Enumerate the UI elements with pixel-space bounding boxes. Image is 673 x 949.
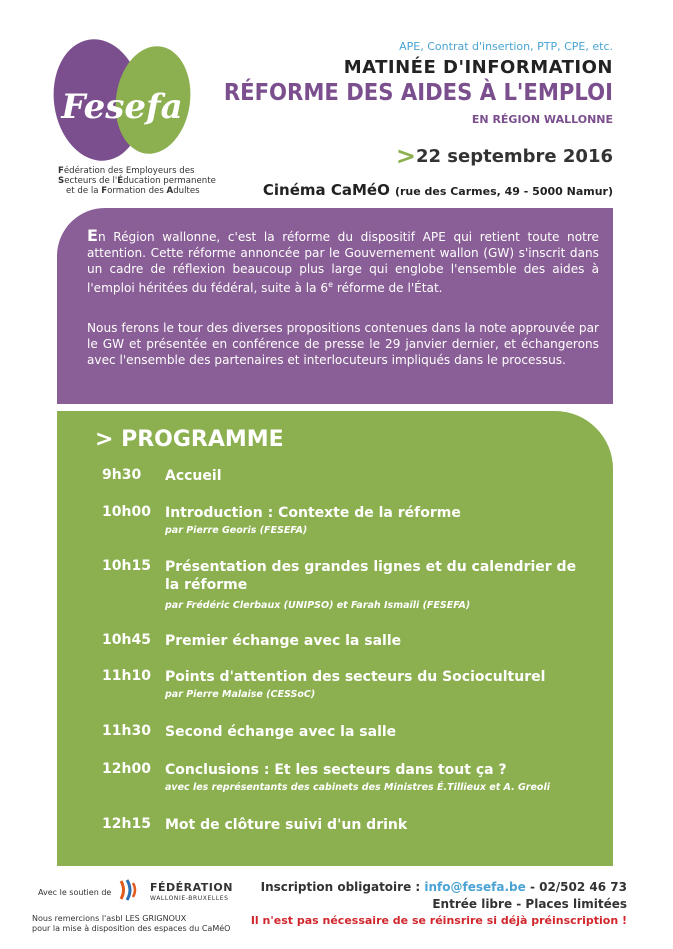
federation-wallonie-bruxelles-logo-icon [117,877,143,903]
thanks-line-2: pour la mise à disposition des espaces du CaMéO [32,924,231,933]
programme-speaker: par Frédéric Clerbaux (UNIPSO) et Farah Ismaïli (FESEFA) [165,600,471,611]
support-label: Avec le soutien de [38,888,112,897]
programme-speaker: par Pierre Georis (FESEFA) [165,525,308,536]
registration-notice: Il n'est pas nécessaire de se réinsrire si déjà préinscription ! [250,914,627,927]
programme-time: 11h10 [102,668,151,684]
programme-time: 10h00 [102,504,151,520]
programme-speaker: par Pierre Malaise (CESSoC) [165,689,316,700]
email-link[interactable]: info@fesefa.be [424,880,526,894]
programme-time: 9h30 [102,467,142,483]
programme-title: Introduction : Contexte de la réforme [165,505,461,521]
programme-title: Points d'attention des secteurs du Socioculturel [165,669,546,685]
inscription-label: Inscription obligatoire : [260,880,425,894]
chevron-right-icon: > [395,142,416,170]
programme-title: Second échange avec la salle [165,724,397,740]
programme-time: 11h30 [102,723,151,739]
intro-paragraph-2: Nous ferons le tour des diverses propositions contenues dans la note approuvée par le GW et présentée en conférence de presse le 29 janvier dernier, et échangerons avec l'ensemble des partenaires et interlocuteurs impliqués dans le processus. [87,321,599,367]
intro-box [57,208,613,404]
fesefa-logo [52,34,192,164]
programme-title: Conclusions : Et les secteurs dans tout ça ? [165,762,507,778]
programme-title: Mot de clôture suivi d'un drink [165,817,408,833]
venue-address: (rue des Carmes, 49 - 5000 Namur) [394,185,613,198]
federation-subtitle: WALLONIE-BRUXELLES [150,895,229,902]
intro-paragraph-1: En Région wallonne, c'est la réforme du dispositif APE qui retient toute notre attention. Cette réforme annoncée par le Gouvernement wallon (GW) s'inscrit dans un cadre de réflexion beaucoup plus large qui englobe l'ensemble des aides à l'emploi héritées du fédéral, suite à la 6e réforme de l'État. [87,226,599,296]
event-type: MATINÉE D'INFORMATION [343,57,613,78]
logo-wordmark: Fesefa [61,87,183,127]
programme-heading: > PROGRAMME [95,427,284,452]
programme-time: 12h00 [102,761,151,777]
event-date-line [396,142,613,170]
venue-name: Cinéma CaMéO [262,181,390,199]
programme-time: 12h15 [102,816,151,832]
event-date: 22 septembre 2016 [415,146,613,167]
programme-time: 10h45 [102,632,151,648]
programme-time: 10h15 [102,558,151,574]
programme-title: Premier échange avec la salle [165,633,402,649]
org-name-line-2: Secteurs de l'Éducation permanente [58,176,216,186]
inscription-line [261,880,627,894]
event-region: EN RÉGION WALLONNE [471,113,613,126]
org-name-line-3: et de la Formation des Adultes [66,186,200,196]
entry-info: Entrée libre - Places limitées [432,897,627,911]
programme-title: Présentation des grandes lignes et du calendrier de la réforme [165,559,577,593]
org-name-line-1: Fédération des Employeurs des [58,166,195,176]
programme-speaker: avec les représentants des cabinets des Ministres É.Tillieux et A. Greoli [165,782,550,793]
venue-line [263,180,613,199]
phone-number: - 02/502 46 73 [525,880,627,894]
federation-name: FÉDÉRATION [150,881,233,894]
programme-box [57,411,613,866]
thanks-line-1: Nous remercions l'asbl LES GRIGNOUX [32,914,187,923]
programme-title: Accueil [165,468,222,484]
page-title: RÉFORME DES AIDES À L'EMPLOI [223,80,613,106]
tagline: APE, Contrat d'insertion, PTP, CPE, etc. [399,40,613,53]
